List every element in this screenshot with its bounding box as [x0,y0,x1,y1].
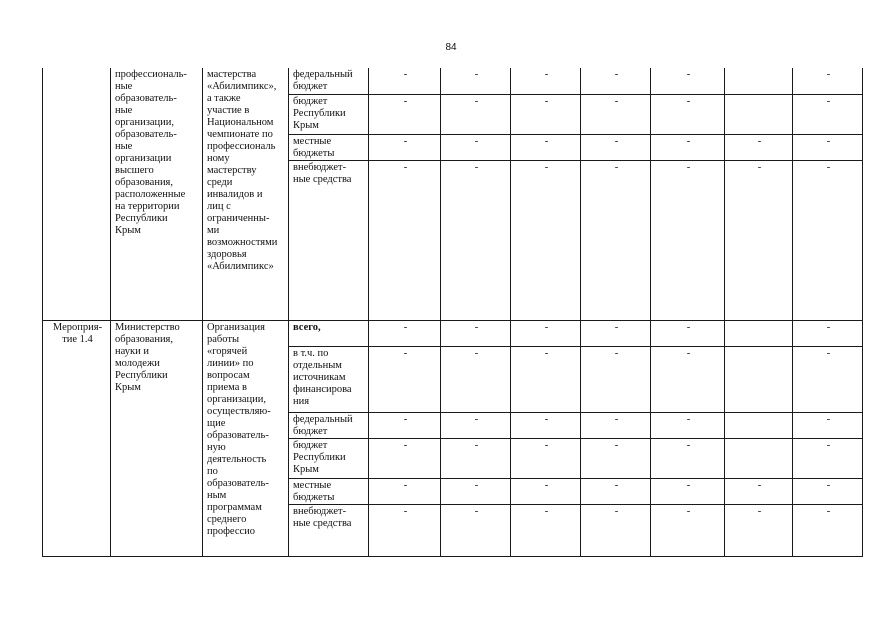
value-cell: - [369,320,441,346]
value-cell: - [441,412,511,438]
value-cell: - [793,412,863,438]
value-cell: - [651,504,725,556]
value-cell: - [725,134,793,160]
value-cell: - [651,478,725,504]
funding-source-cell [289,478,369,504]
value-cell: - [793,68,863,94]
value-cell: - [581,94,651,134]
funding-source-cell [289,94,369,134]
table-row [43,320,863,346]
value-cell: - [511,160,581,320]
funding-source-cell [289,346,369,412]
event-name-cell-text: мастерства «Абилимпикс», а также участие в Национальном чемпионате по профессиональ ному мастерству среди инвалидов и лиц с ограниченны- ми возможностями здоровья «Абилимпикс» [207,69,278,272]
value-cell: - [369,478,441,504]
value-cell: - [651,134,725,160]
value-cell: - [369,94,441,134]
funding-source-label: в т.ч. по отдельным источникам финансирова ния [293,347,352,407]
executor-cell-text: профессиональ- ные образователь- ные организации, образователь- ные организации высшего образования, расположенные на территории Республики Крым [115,69,187,236]
value-cell: - [441,320,511,346]
value-cell: - [581,320,651,346]
funding-source-label: федеральный бюджет [293,69,353,92]
value-cell: - [581,412,651,438]
event-name-cell [203,320,289,556]
value-cell: - [581,346,651,412]
value-cell: - [793,478,863,504]
value-cell: - [581,504,651,556]
value-cell [725,68,793,94]
value-cell: - [725,504,793,556]
value-cell: - [369,412,441,438]
value-cell: - [441,160,511,320]
value-cell: - [511,68,581,94]
value-cell: - [793,504,863,556]
value-cell: - [441,94,511,134]
funding-source-cell [289,412,369,438]
value-cell: - [793,160,863,320]
table-row [43,68,863,94]
value-cell: - [651,412,725,438]
value-cell: - [581,478,651,504]
value-cell [725,438,793,478]
value-cell: - [651,94,725,134]
funding-source-label: бюджет Республики Крым [293,95,346,131]
value-cell: - [651,346,725,412]
value-cell: - [793,94,863,134]
value-cell: - [511,438,581,478]
event-name-cell [203,68,289,320]
funding-source-cell [289,438,369,478]
value-cell: - [581,438,651,478]
funding-source-label: федеральный бюджет [293,413,353,437]
event-cell [43,68,111,320]
value-cell: - [725,478,793,504]
value-cell: - [793,134,863,160]
value-cell: - [581,68,651,94]
value-cell: - [441,346,511,412]
value-cell [725,94,793,134]
executor-cell [111,68,203,320]
value-cell: - [441,68,511,94]
funding-source-cell [289,68,369,94]
executor-cell-text: Министерство образования, науки и молодежи Республики Крым [115,321,180,393]
value-cell: - [651,320,725,346]
value-cell: - [651,160,725,320]
page-number: 84 [445,42,457,53]
executor-cell [111,320,203,556]
value-cell: - [369,160,441,320]
funding-source-label: бюджет Республики Крым [293,439,346,475]
funding-source-label: местные бюджеты [293,479,335,503]
funding-table [42,68,863,557]
value-cell: - [511,134,581,160]
value-cell: - [725,160,793,320]
value-cell: - [511,478,581,504]
value-cell: - [441,504,511,556]
value-cell: - [793,346,863,412]
funding-source-cell [289,134,369,160]
value-cell: - [511,320,581,346]
funding-source-label: всего, [293,321,321,333]
value-cell: - [511,412,581,438]
value-cell: - [369,68,441,94]
value-cell: - [793,438,863,478]
funding-source-label: внебюджет- ные средства [293,505,352,529]
value-cell: - [793,320,863,346]
funding-source-cell [289,320,369,346]
value-cell [725,412,793,438]
value-cell: - [581,134,651,160]
value-cell: - [369,438,441,478]
value-cell [725,320,793,346]
funding-source-cell [289,160,369,320]
funding-source-label: местные бюджеты [293,135,335,159]
value-cell: - [441,478,511,504]
funding-source-cell [289,504,369,556]
value-cell: - [651,68,725,94]
event-name-cell-text: Организация работы «горячей линии» по вопросам приема в организации, осуществляю- щие образователь- ную деятельность по образователь- ным программам среднего профессио [207,321,271,537]
event-cell-text: Мероприя- тие 1.4 [52,321,103,345]
value-cell: - [511,346,581,412]
value-cell: - [651,438,725,478]
funding-source-label: внебюджет- ные средства [293,161,352,185]
value-cell: - [581,160,651,320]
event-cell [43,320,111,556]
value-cell: - [511,504,581,556]
value-cell: - [369,504,441,556]
value-cell: - [511,94,581,134]
value-cell [725,346,793,412]
value-cell: - [369,346,441,412]
value-cell: - [441,438,511,478]
value-cell: - [441,134,511,160]
value-cell: - [369,134,441,160]
